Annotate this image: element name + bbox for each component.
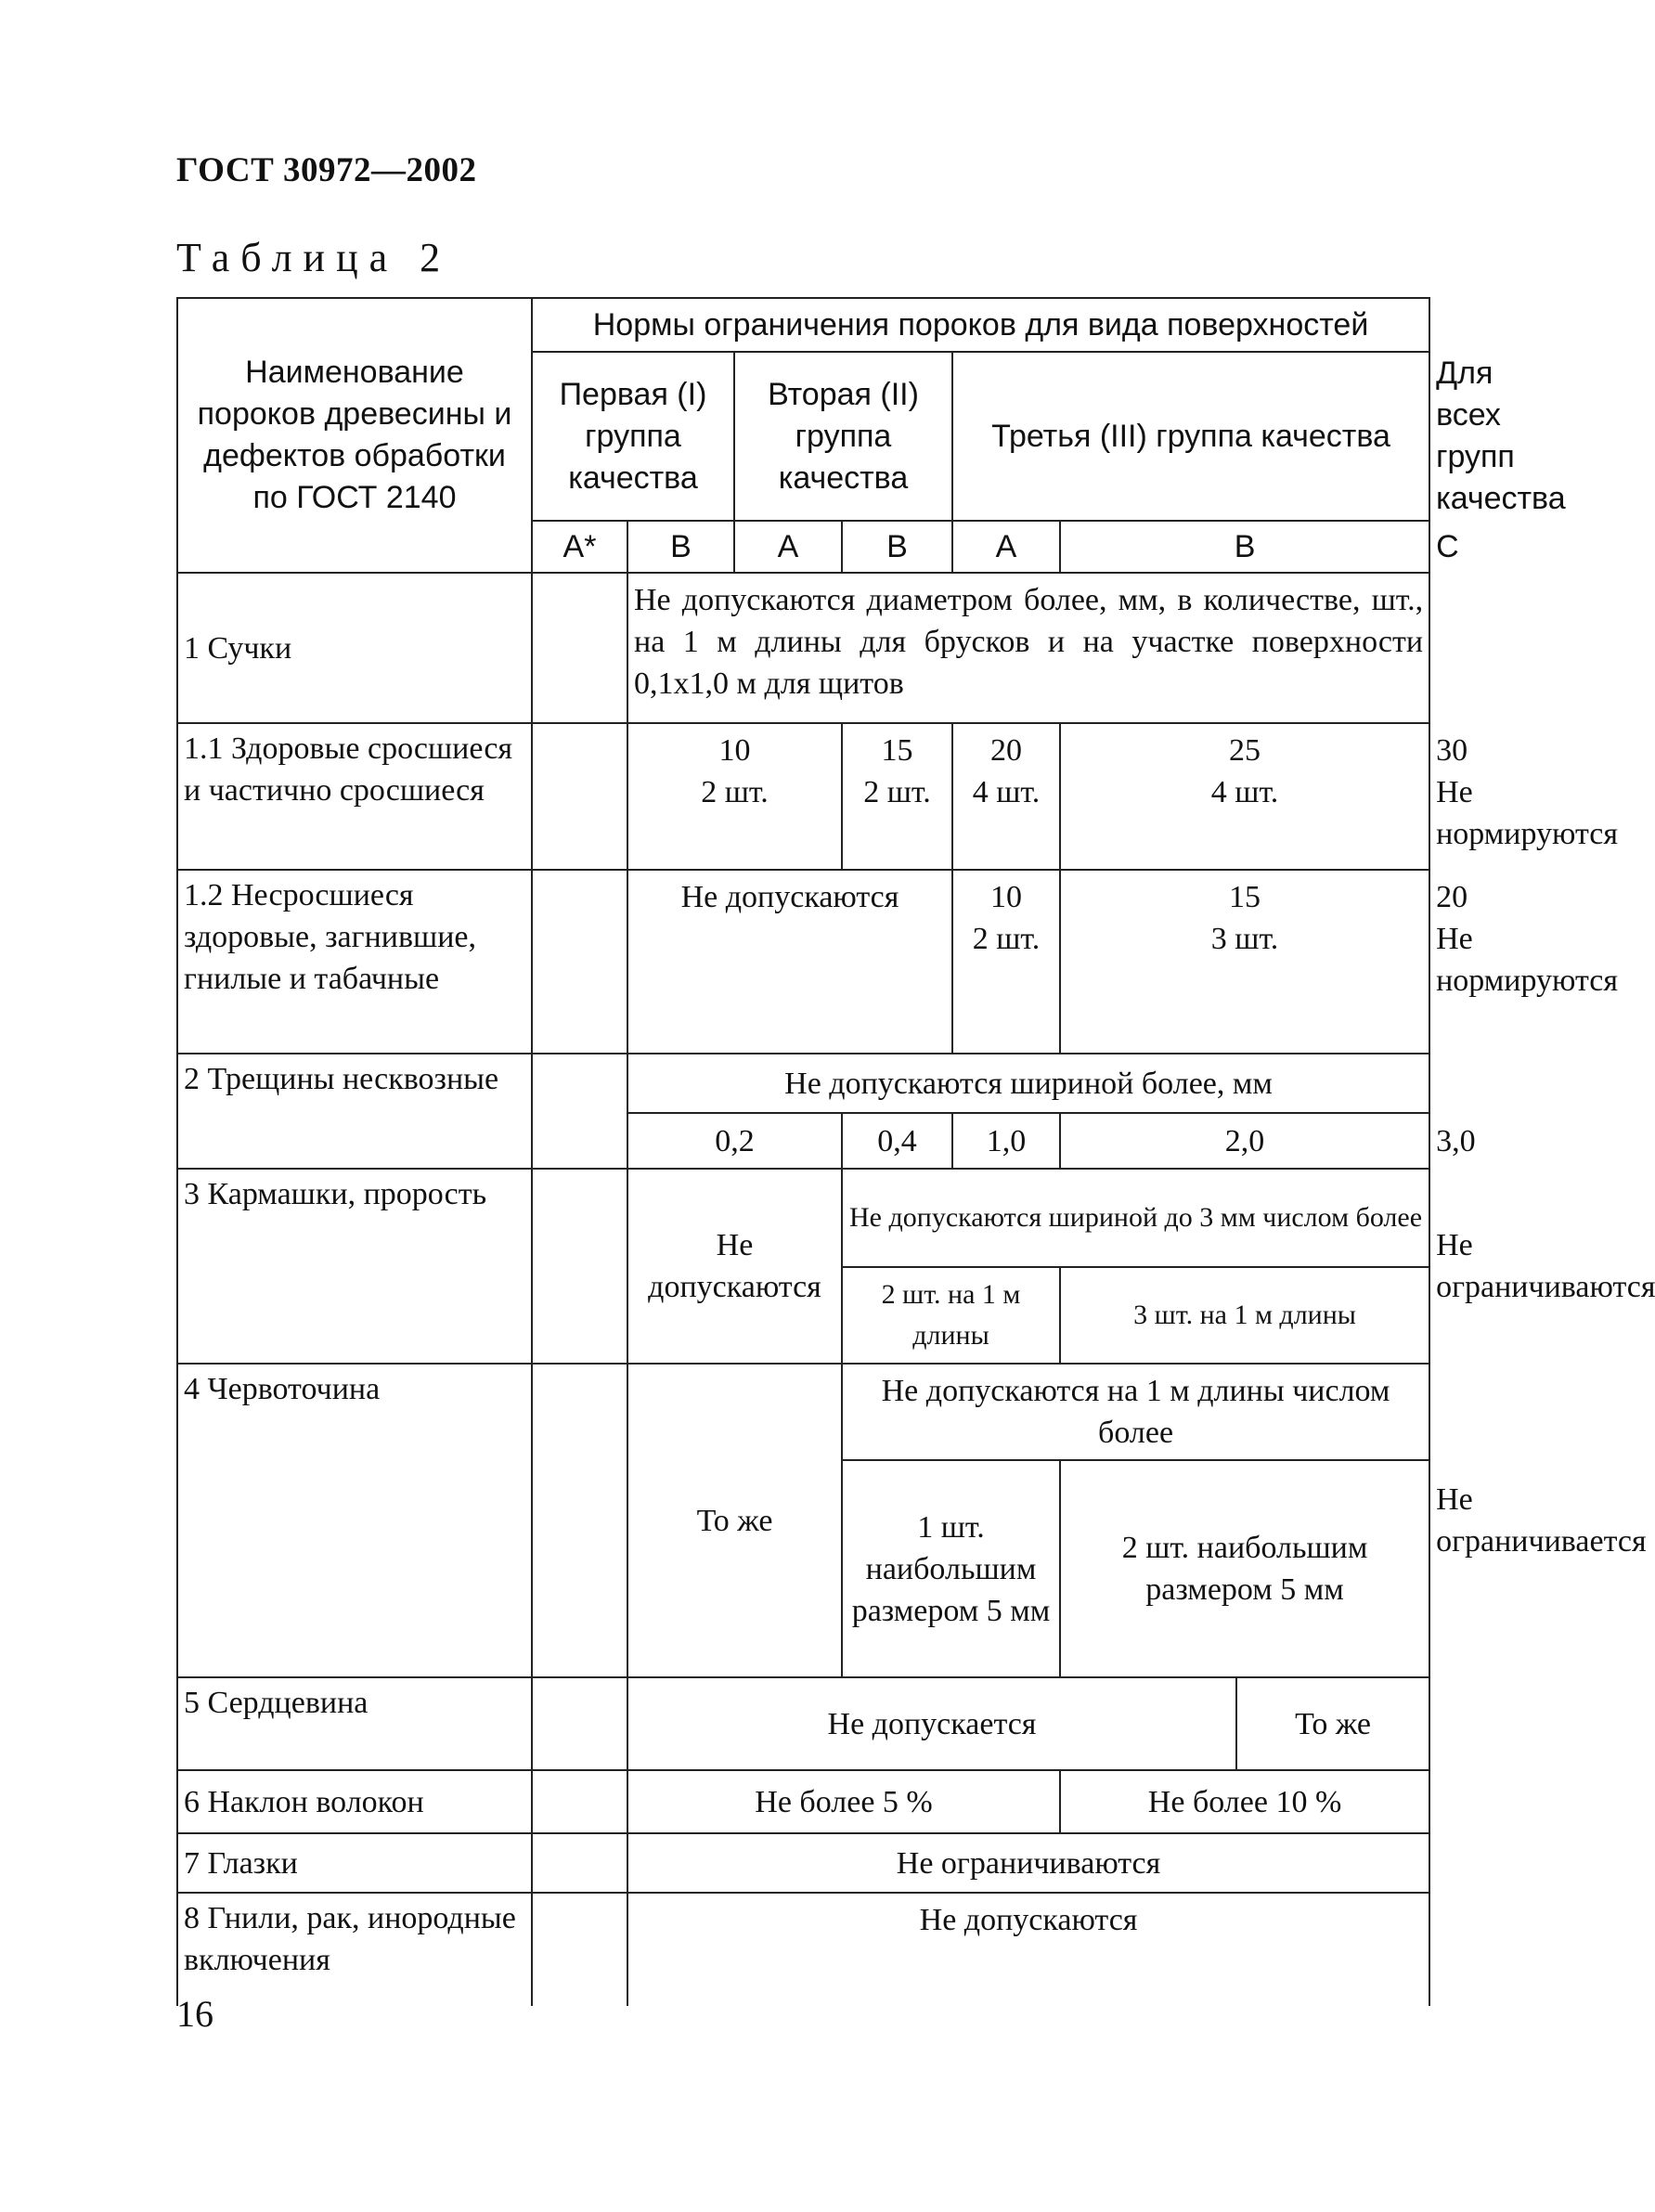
empty-cell [532,723,627,870]
col-header-a1: А* [532,521,627,573]
table-row: 1.2 Несросшиеся здоровые, загнившие, гнилые и табачные Не допускаются 10 2 шт. 15 3 шт. 20 Не нормируются [177,870,1429,1054]
table-row: 4 Червоточина То же Не допускаются на 1 м длины числом более Не ограничивается [177,1364,1429,1460]
cell-value [627,723,842,870]
cell-value [842,723,952,870]
value-count: 4 шт. [972,775,1041,809]
document-header: ГОСТ 30972—2002 [176,151,477,189]
empty-cell [532,1833,627,1893]
cell-value: 2,0 [1060,1113,1429,1169]
cell-value [952,723,1060,870]
empty-cell [532,1364,627,1677]
table-caption: Таблица 2 [176,235,452,280]
cell-value: 0,2 [627,1113,842,1169]
cell-value [952,870,1060,1054]
empty-cell [532,1770,627,1833]
cell-value: 1 шт. наибольшим размером 5 мм [842,1460,1060,1677]
table-row [177,1054,1429,1113]
value-count: 3 шт. [1210,922,1279,956]
table-row [177,1677,1429,1770]
col-header-b2: В [842,521,952,573]
table-row [177,1833,1429,1893]
table-row [177,573,1429,723]
row-name-cracks: 2 Трещины несквозные [177,1054,532,1169]
col-header-group-2: Вторая (II) группа качества [734,352,952,521]
cell-value: Не более 10 % [1060,1770,1429,1833]
pockets-rule-text: Не допускаются шириной до 3 мм числом более [842,1169,1429,1267]
cell-value: 3 шт. на 1 м длины [1060,1267,1429,1364]
pith-rule-text: Не допускается [627,1677,1236,1770]
wormhole-rule-text: Не допускаются на 1 м длины числом более [842,1364,1429,1460]
row-name-knots: 1 Сучки [177,573,532,723]
rot-rule-text: Не допускаются [627,1893,1429,2006]
empty-cell [532,1054,627,1169]
row-name-healthy-knots: 1.1 Здоровые сросшиеся и частично сросшиеся [177,723,532,870]
cell-not-allowed: Не допускаются [627,1169,842,1364]
value-count: 2 шт. [701,775,769,809]
col-header-a2: А [734,521,842,573]
cell-value: Не более 5 % [627,1770,1060,1833]
empty-cell [532,1893,627,2006]
cell-value: 0,4 [842,1113,952,1169]
col-header-name: Наименование пороков древесины и дефектов обработки по ГОСТ 2140 [177,298,532,573]
table-row [177,1893,1429,2006]
value-mm: 20 [990,733,1022,768]
value-mm: 15 [1229,880,1261,914]
value-mm: 10 [718,733,751,768]
cell-value [1060,870,1429,1054]
table-row: 0,2 0,4 1,0 2,0 3,0 [177,1113,1429,1169]
row-name-pith: 5 Сердцевина [177,1677,532,1770]
col-header-group-3: Третья (III) группа качества [952,352,1429,521]
value-count: 2 шт. [972,922,1041,956]
cell-same: То же [1236,1677,1429,1770]
col-header-a3: А [952,521,1060,573]
table-row: 3 Кармашки, прорость Не допускаются Не допускаются шириной до 3 мм числом более Не ограничиваются [177,1169,1429,1267]
value-mm: 25 [1229,733,1261,768]
empty-cell [532,1677,627,1770]
cell-value: 2 шт. на 1 м длины [842,1267,1060,1364]
defects-table: Наименование пороков древесины и дефектов обработки по ГОСТ 2140 Нормы ограничения пороков для вида поверхностей Первая (I) группа качества Вторая (II) группа качества Третья (III) группа качества Для всех групп качества А* В А В А В С 1 Сучки Не допускаются диаметром более, мм, в количестве, шт., на 1 м длины для брусков и на участке поверхности 0,1х1,0 м для щитов 1.1 Здоровые сросшиеся и частично сросшиеся 10 2 шт. 15 2 шт. 20 4 шт. 25 4 шт. 30 Не нормируются 1.2 Несросшиеся здоровые, загнившие, гнилые и табачные Не допускаются 10 2 шт. 15 3 шт. 20 Не нормируются 2 Трещины несквозные Не допускаются шириной более, мм 0,2 0,4 1,0 2,0 3,0 3 Кармашки, прорость Не допускаются Не допускаются шириной до 3 мм числом более Не ограничиваются 2 шт. на 1 м длины 3 шт. на 1 м длины 4 Червоточина То же Не допускаются на 1 м длины числом более Не ограничивается 1 шт. наибольшим размером 5 мм 2 шт. наибольшим размером 5 мм 5 Сердцевина Не допускается То же 6 Наклон волокон Не более 5 % Не более 10 % 7 Глазки Не ограничиваются 8 Гнили, рак, инородные включения Не допускаются [176,297,1430,2006]
page-number: 16 [176,1993,213,2035]
row-name-unhealthy-knots: 1.2 Несросшиеся здоровые, загнившие, гнилые и табачные [177,870,532,1054]
cell-value [1060,723,1429,870]
empty-cell [532,1169,627,1364]
cracks-rule-text: Не допускаются шириной более, мм [627,1054,1429,1113]
row-name-eyes: 7 Глазки [177,1833,532,1893]
value-mm: 10 [990,880,1022,914]
cell-same: То же [627,1364,842,1677]
row-name-grain-slope: 6 Наклон волокон [177,1770,532,1833]
col-header-group-1: Первая (I) группа качества [532,352,734,521]
col-header-b3: В [1060,521,1429,573]
row-name-rot: 8 Гнили, рак, инородные включения [177,1893,532,2006]
empty-cell [532,870,627,1054]
table-row [177,1770,1429,1833]
knots-rule-text: Не допускаются диаметром более, мм, в количестве, шт., на 1 м длины для брусков и на участке поверхности 0,1х1,0 м для щитов [627,573,1429,723]
cell-value: 2 шт. наибольшим размером 5 мм [1060,1460,1429,1677]
value-count: 2 шт. [863,775,931,809]
value-mm: 15 [881,733,913,768]
empty-cell [532,573,627,723]
row-name-wormhole: 4 Червоточина [177,1364,532,1677]
col-header-b1: В [627,521,734,573]
value-count: 4 шт. [1210,775,1279,809]
row-name-pockets: 3 Кармашки, прорость [177,1169,532,1364]
table-row: 1.1 Здоровые сросшиеся и частично сросшиеся 10 2 шт. 15 2 шт. 20 4 шт. 25 4 шт. 30 Не нормируются [177,723,1429,870]
cell-not-allowed: Не допускаются [627,870,952,1054]
cell-value: 1,0 [952,1113,1060,1169]
eyes-rule-text: Не ограничиваются [627,1833,1429,1893]
col-header-norms: Нормы ограничения пороков для вида поверхностей [532,298,1429,352]
